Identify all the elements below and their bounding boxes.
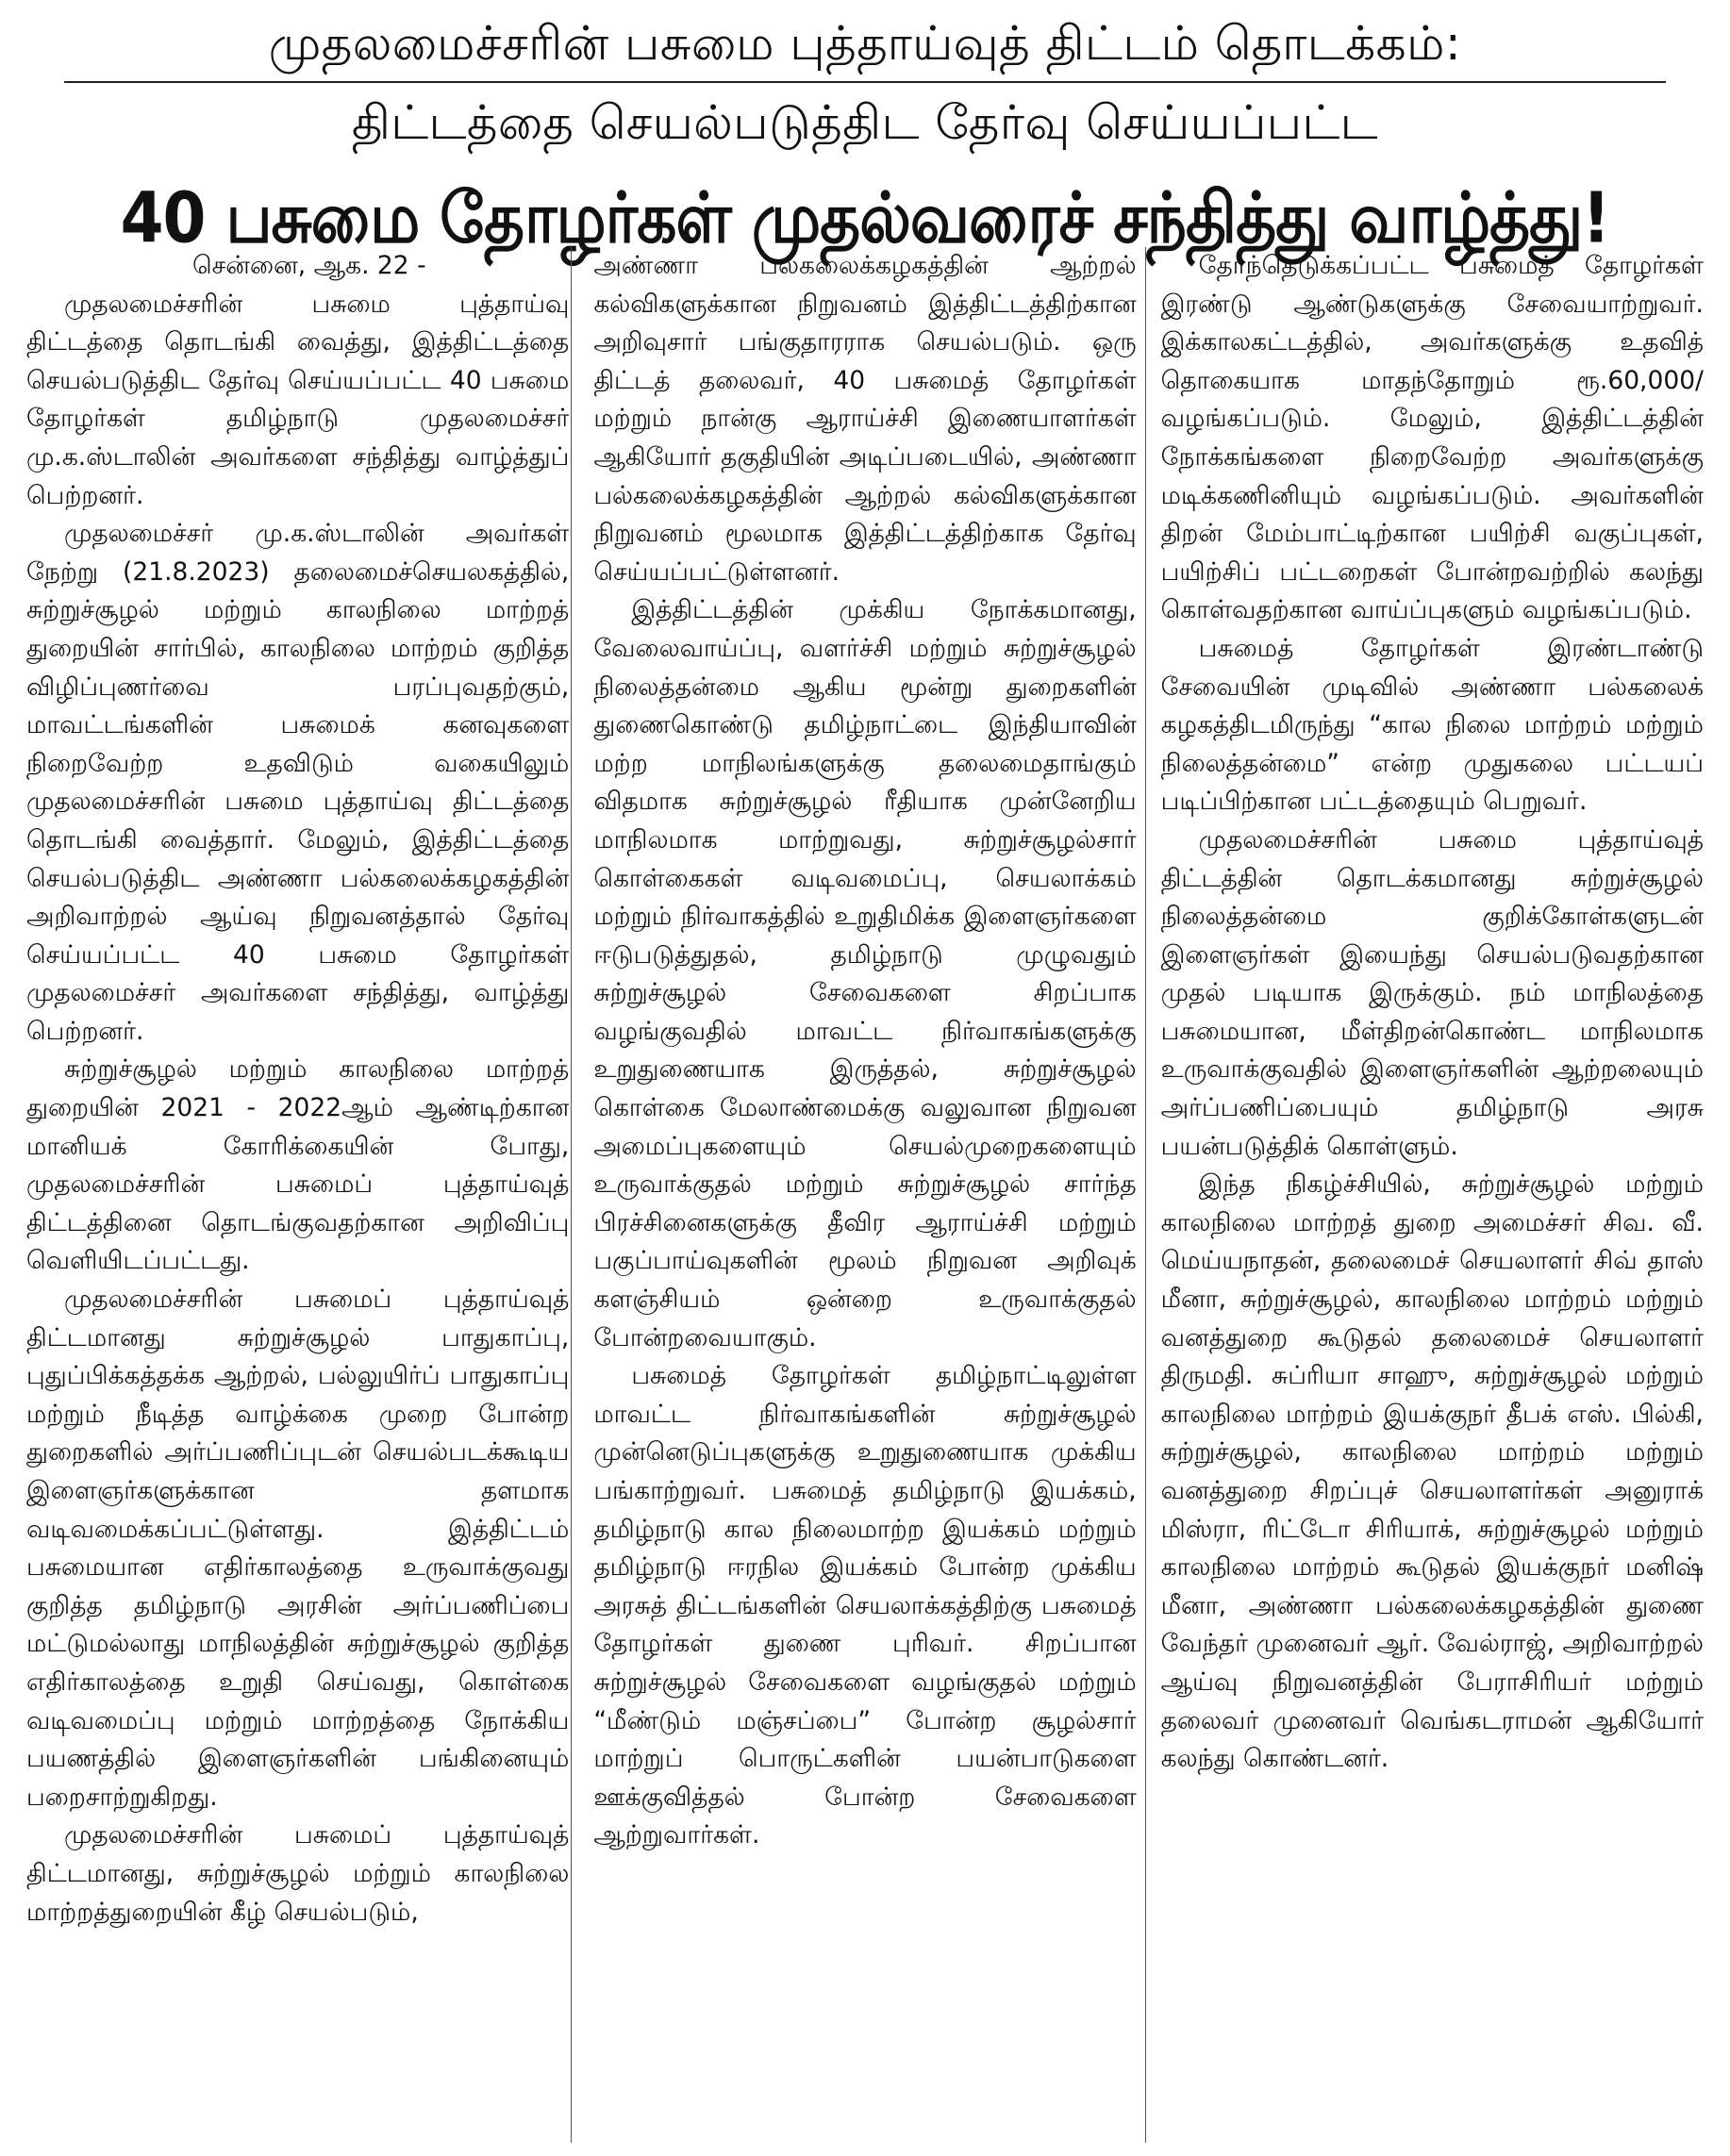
paragraph: தேர்ந்தெடுக்கப்பட்ட பசுமைத் தோழர்கள் இரண்டு ஆண்டுகளுக்கு சேவையாற்றுவர். இக்காலகட்டத்தில், அவர்களுக்கு உதவித் தொகையாக மாதந்தோறும் ரூ.60,000/ வழங்கப்படும். மேலும், இத்திட்டத்தின் நோக்கங்களை நிறைவேற்ற அவர்களுக்கு மடிக்கணினியும் வழங்கப்படும். அவர்களின் திறன் மேம்பாட்டிற்கான பயிற்சி வகுப்புகள், பயிற்சிப் பட்டறைகள் போன்றவற்றில் கலந்து கொள்வதற்கான வாய்ப்புகளும் வழங்கப்படும்.: [1160, 251, 1704, 625]
paragraph: இத்திட்டத்தின் முக்கிய நோக்கமானது, வேலைவாய்ப்பு, வளர்ச்சி மற்றும் சுற்றுச்சூழல் நிலைத்தன்மை ஆகிய மூன்று துறைகளின் துணைகொண்டு தமிழ்நாட்டை இந்தியாவின் மற்ற மாநிலங்களுக்கு தலைமைதாங்கும் விதமாக சுற்றுச்சூழல் ரீதியாக முன்னேறிய மாநிலமாக மாற்றுவது, சுற்றுச்சூழல்சார் கொள்கைகள் வடிவமைப்பு, செயலாக்கம் மற்றும் நிர்வாகத்தில் உறுதிமிக்க இளைஞர்களை ஈடுபடுத்துதல், தமிழ்நாடு முழுவதும் சுற்றுச்சூழல் சேவைகளை சிறப்பாக வழங்குவதில் மாவட்ட நிர்வாகங்களுக்கு உறுதுணையாக இருத்தல், சுற்றுச்சூழல் கொள்கை மேலாண்மைக்கு வலுவான நிறுவன அமைப்புகளையும் செயல்முறைகளையும் உருவாக்குதல் மற்றும் சுற்றுச்சூழல் சார்ந்த பிரச்சினைகளுக்கு தீவிர ஆராய்ச்சி மற்றும் பகுப்பாய்வுகளின் மூலம் நிறுவன அறிவுக் களஞ்சியம் ஒன்றை உருவாக்குதல் போன்றவையாகும்.: [593, 595, 1137, 1352]
paragraph: பசுமைத் தோழர்கள் இரண்டாண்டு சேவையின் முடிவில் அண்ணா பல்கலைக் கழகத்திடமிருந்து “கால நிலை மாற்றம் மற்றும் நிலைத்தன்மை” என்ற முதுகலை பட்டயப் படிப்பிற்கான பட்டத்தையும் பெறுவர்.: [1160, 633, 1704, 817]
article-column-2: [593, 247, 1136, 2143]
article-column-1: [26, 247, 569, 2143]
paragraph: இந்த நிகழ்ச்சியில், சுற்றுச்சூழல் மற்றும் காலநிலை மாற்றத் துறை அமைச்சர் சிவ. வீ. மெய்யநாதன், தலைமைச் செயலாளர் சிவ் தாஸ் மீனா, சுற்றுச்சூழல், காலநிலை மாற்றம் மற்றும் வனத்துறை கூடுதல் தலைமைச் செயலாளர் திருமதி. சுப்ரியா சாஹு, சுற்றுச்சூழல் மற்றும் காலநிலை மாற்றம் இயக்குநர் தீபக் எஸ். பில்கி, சுற்றுச்சூழல், காலநிலை மாற்றம் மற்றும் வனத்துறை சிறப்புச் செயலாளர்கள் அனுராக் மிஸ்ரா, ரிட்டோ சிரியாக், சுற்றுச்சூழல் மற்றும் காலநிலை மாற்றம் கூடுதல் இயக்குநர் மனிஷ் மீனா, அண்ணா பல்கலைக்கழகத்தின் துணை வேந்தர் முனைவர் ஆர். வேல்ராஜ், அறிவாற்றல் ஆய்வு நிறுவனத்தின் பேராசிரியர் மற்றும் தலைவர் முனைவர் வெங்கடராமன் ஆகியோர் கலந்து கொண்டனர்.: [1160, 1169, 1704, 1774]
paragraph: பசுமைத் தோழர்கள் தமிழ்நாட்டிலுள்ள மாவட்ட நிர்வாகங்களின் சுற்றுச்சூழல் முன்னெடுப்புகளுக்கு உறுதுணையாக முக்கிய பங்காற்றுவர். பசுமைத் தமிழ்நாடு இயக்கம், தமிழ்நாடு கால நிலைமாற்ற இயக்கம் மற்றும் தமிழ்நாடு ஈரநில இயக்கம் போன்ற முக்கிய அரசுத் திட்டங்களின் செயலாக்கத்திற்கு பசுமைத் தோழர்கள் துணை புரிவர். சிறப்பான சுற்றுச்சூழல் சேவைகளை வழங்குதல் மற்றும் “மீண்டும் மஞ்சப்பை” போன்ற சூழல்சார் மாற்றுப் பொருட்களின் பயன்பாடுகளை ஊக்குவித்தல் போன்ற சேவைகளை ஆற்றுவார்கள்.: [593, 1361, 1137, 1850]
paragraph: முதலமைச்சரின் பசுமைப் புத்தாய்வுத் திட்டமானது சுற்றுச்சூழல் பாதுகாப்பு, புதுப்பிக்கத்தக்க ஆற்றல், பல்லுயிர்ப் பாதுகாப்பு மற்றும் நீடித்த வாழ்க்கை முறை போன்ற துறைகளில் அர்ப்பணிப்புடன் செயல்படக்கூடிய இளைஞர்களுக்கான தளமாக வடிவமைக்கப்பட்டுள்ளது. இத்திட்டம் பசுமையான எதிர்காலத்தை உருவாக்குவது குறித்த தமிழ்நாடு அரசின் அர்ப்பணிப்பை மட்டுமல்லாது மாநிலத்தின் சுற்றுச்சூழல் குறித்த எதிர்காலத்தை உறுதி செய்வது, கொள்கை வடிவமைப்பு மற்றும் மாற்றத்தை நோக்கிய பயணத்தில் இளைஞர்களின் பங்கினையும் பறைசாற்றுகிறது.: [26, 1285, 570, 1812]
paragraph: சுற்றுச்சூழல் மற்றும் காலநிலை மாற்றத் துறையின் 2021 - 2022ஆம் ஆண்டிற்கான மானியக் கோரிக்கையின் போது, முதலமைச்சரின் பசுமைப் புத்தாய்வுத் திட்டத்தினை தொடங்குவதற்கான அறிவிப்பு வெளியிடப்பட்டது.: [26, 1054, 570, 1276]
paragraph: முதலமைச்சரின் பசுமை புத்தாய்வு திட்டத்தை தொடங்கி வைத்து, இத்திட்டத்தை செயல்படுத்திட தேர்வு செய்யப்பட்ட 40 பசுமை தோழர்கள் தமிழ்நாடு முதலமைச்சர் மு.க.ஸ்டாலின் அவர்களை சந்தித்து வாழ்த்துப் பெற்றனர்.: [26, 289, 570, 510]
article-column-3: [1161, 247, 1704, 2143]
paragraph: முதலமைச்சரின் பசுமைப் புத்தாய்வுத் திட்டமானது, சுற்றுச்சூழல் மற்றும் காலநிலை மாற்றத்துறையின் கீழ் செயல்படும்,: [26, 1820, 570, 1927]
dateline: சென்னை, ஆக. 22 -: [192, 251, 426, 280]
kicker-rule: [64, 81, 1666, 83]
paragraph: முதலமைச்சர் மு.க.ஸ்டாலின் அவர்கள் நேற்று (21.8.2023) தலைமைச்செயலகத்தில், சுற்றுச்சூழல் மற்றும் காலநிலை மாற்றத் துறையின் சார்பில், காலநிலை மாற்றம் குறித்த விழிப்புணர்வை பரப்புவதற்கும், மாவட்டங்களின் பசுமைக் கனவுகளை நிறைவேற்ற உதவிடும் வகையிலும் முதலமைச்சரின் பசுமை புத்தாய்வு திட்டத்தை தொடங்கி வைத்தார். மேலும், இத்திட்டத்தை செயல்படுத்திட அண்ணா பல்கலைக்கழகத்தின் அறிவாற்றல் ஆய்வு நிறுவனத்தால் தேர்வு செய்யப்பட்ட 40 பசுமை தோழர்கள் முதலமைச்சர் அவர்களை சந்தித்து, வாழ்த்து பெற்றனர்.: [26, 519, 570, 1046]
paragraph: முதலமைச்சரின் பசுமை புத்தாய்வுத் திட்டத்தின் தொடக்கமானது சுற்றுச்சூழல் நிலைத்தன்மை குறிக்கோள்களுடன் இளைஞர்கள் இயைந்து செயல்படுவதற்கான முதல் படியாக இருக்கும். நம் மாநிலத்தை பசுமையான, மீள்திறன்கொண்ட மாநிலமாக உருவாக்குவதில் இளைஞர்களின் ஆற்றலையும் அர்ப்பணிப்பையும் தமிழ்நாடு அரசு பயன்படுத்திக் கொள்ளும்.: [1160, 824, 1704, 1161]
kicker-line-1: முதலமைச்சரின் பசுமை புத்தாய்வுத் திட்டம் தொடக்கம்:: [268, 16, 1462, 71]
kicker-line-2: திட்டத்தை செயல்படுத்திட தேர்வு செய்யப்பட்ட: [351, 95, 1379, 150]
article-body: [26, 247, 1704, 2143]
paragraph: அண்ணா பல்கலைக்கழகத்தின் ஆற்றல் கல்விகளுக்கான நிறுவனம் இத்திட்டத்திற்கான அறிவுசார் பங்குதாரராக செயல்படும். ஒரு திட்டத் தலைவர், 40 பசுமைத் தோழர்கள் மற்றும் நான்கு ஆராய்ச்சி இணையாளர்கள் ஆகியோர் தகுதியின் அடிப்படையில், அண்ணா பல்கலைக்கழகத்தின் ஆற்றல் கல்விகளுக்கான நிறுவனம் மூலமாக இத்திட்டத்திற்காக தேர்வு செய்யப்பட்டுள்ளனர்.: [593, 251, 1137, 587]
headline: 40 பசுமை தோழர்கள் முதல்வரைச் சந்தித்து வாழ்த்து!: [120, 177, 1610, 259]
